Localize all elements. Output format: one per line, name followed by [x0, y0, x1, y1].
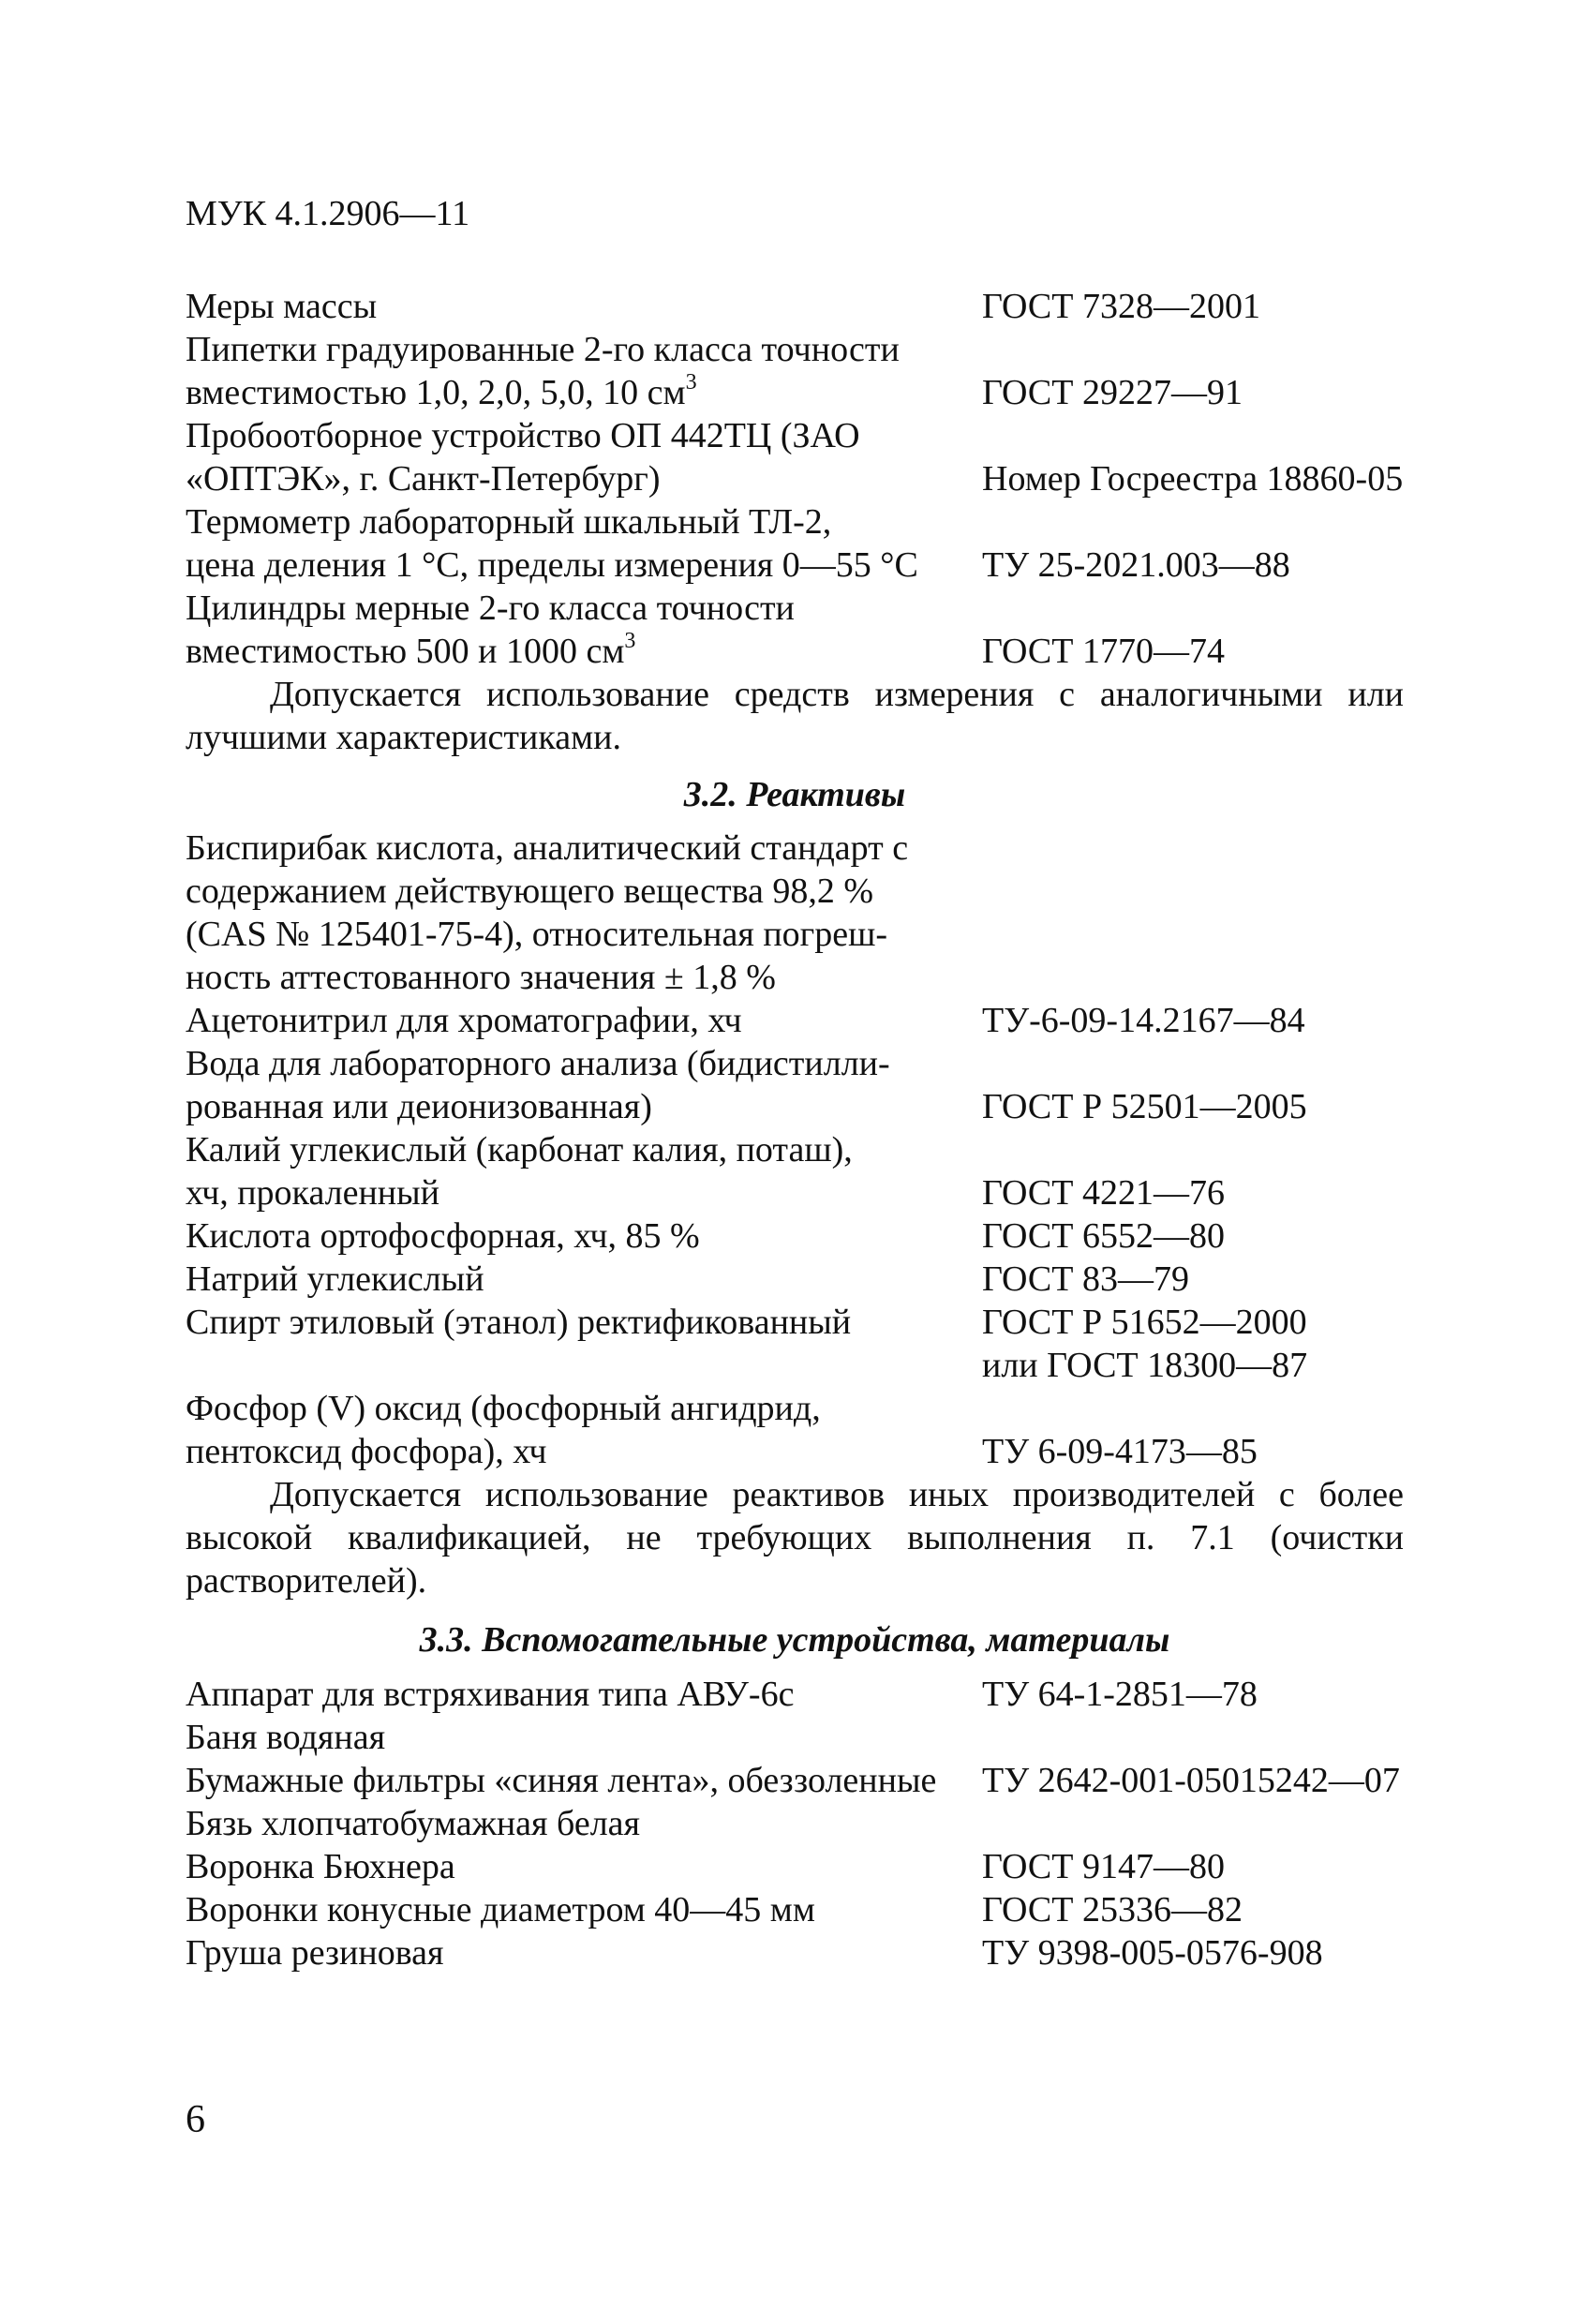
table-row: [186, 1085, 1460, 1128]
table-row: [186, 630, 1460, 673]
aux-list: [186, 1673, 1460, 1974]
table-row: [186, 956, 1460, 999]
item-name: Бязь хлопчатобумажная белая: [186, 1804, 641, 1843]
table-row: [186, 1128, 1460, 1171]
item-name: Груша резиновая: [186, 1933, 444, 1973]
item-standard: ТУ 2642-001-05015242—07: [982, 1761, 1400, 1800]
item-name: (CAS № 125401-75-4), относительная погреш-: [186, 915, 888, 954]
item-name: Фосфор (V) оксид (фосфорный ангидрид,: [186, 1389, 821, 1428]
table-row: [186, 500, 1460, 544]
table-row: [186, 1802, 1460, 1845]
table-row: [186, 1301, 1460, 1344]
item-standard: ГОСТ 7328—2001: [982, 287, 1260, 326]
item-standard: ГОСТ Р 51652—2000: [982, 1303, 1307, 1342]
item-standard: ТУ-6-09-14.2167—84: [982, 1001, 1305, 1040]
table-row: [186, 1845, 1460, 1888]
item-name: Натрий углекислый: [186, 1259, 484, 1299]
instruments-note: Допускается использование средств измерения с аналогичными или лучшими характеристиками.: [186, 675, 1404, 757]
table-row: [186, 1258, 1460, 1301]
item-standard: ГОСТ 1770—74: [982, 632, 1225, 671]
table-row: [186, 544, 1460, 587]
item-standard: ТУ 9398-005-0576-908: [982, 1933, 1323, 1973]
item-name: Воронки конусные диаметром 40—45 мм: [186, 1890, 815, 1929]
item-name: хч, прокаленный: [186, 1173, 440, 1213]
item-name: Пипетки градуированные 2-го класса точности: [186, 330, 900, 369]
item-standard: ГОСТ 4221—76: [982, 1173, 1225, 1213]
item-standard: ТУ 64-1-2851—78: [982, 1675, 1258, 1714]
table-row: [186, 457, 1460, 500]
table-row: [186, 285, 1460, 328]
page-number: 6: [186, 2098, 205, 2141]
item-standard: ГОСТ 29227—91: [982, 373, 1243, 412]
item-standard: ТУ 25-2021.003—88: [982, 545, 1290, 585]
item-name: Пробоотборное устройство ОП 442ТЦ (ЗАО: [186, 416, 860, 455]
table-row: [186, 1042, 1460, 1085]
item-standard: ТУ 6-09-4173—85: [982, 1432, 1258, 1471]
item-name: Спирт этиловый (этанол) ректификованный: [186, 1303, 852, 1342]
table-row: [186, 1888, 1460, 1931]
item-name: Меры массы: [186, 287, 378, 326]
item-name: вместимостью 500 и 1000 $см^3$: [186, 629, 636, 671]
item-name: Аппарат для встряхивания типа АВУ-6с: [186, 1675, 795, 1714]
reagents-note: Допускается использование реактивов иных производителей с более высокой квалификацией, не требующих выполнения п. 7.1 (очистки растворителей).: [186, 1475, 1404, 1601]
instruments-list: [186, 285, 1460, 673]
item-name: цена деления 1 °С, пределы измерения 0—55 °С: [186, 545, 918, 585]
table-row: [186, 1344, 1460, 1387]
item-standard: ГОСТ 6552—80: [982, 1216, 1225, 1256]
item-standard: ГОСТ 25336—82: [982, 1890, 1243, 1929]
item-name: рованная или деионизованная): [186, 1087, 652, 1126]
item-name: Калий углекислый (карбонат калия, поташ),: [186, 1130, 853, 1169]
reagents-list: [186, 827, 1460, 1473]
superscript: 3: [685, 370, 697, 395]
table-row: [186, 1430, 1460, 1473]
item-standard: ГОСТ Р 52501—2005: [982, 1087, 1307, 1126]
table-row: [186, 1387, 1460, 1430]
table-row: [186, 328, 1460, 371]
item-standard: или ГОСТ 18300—87: [982, 1346, 1308, 1385]
item-name: Вода для лабораторного анализа (бидистилли-: [186, 1044, 890, 1083]
section-title-reagents: 3.2. Реактивы: [683, 775, 906, 814]
table-row: [186, 1673, 1460, 1716]
table-row: [186, 913, 1460, 956]
item-standard: ГОСТ 83—79: [982, 1259, 1189, 1299]
table-row: [186, 1171, 1460, 1214]
table-row: [186, 1931, 1460, 1974]
table-row: [186, 587, 1460, 630]
table-row: [186, 1759, 1460, 1802]
item-name: Термометр лабораторный шкальный ТЛ-2,: [186, 502, 832, 542]
item-name: Бумажные фильтры «синяя лента», обеззоленные: [186, 1761, 937, 1800]
table-row: [186, 371, 1460, 414]
item-name: Воронка Бюхнера: [186, 1847, 455, 1886]
section-title-aux: 3.3. Вспомогательные устройства, материалы: [419, 1620, 1170, 1660]
table-row: [186, 1716, 1460, 1759]
table-row: [186, 414, 1460, 457]
table-row: [186, 1214, 1460, 1258]
table-row: [186, 827, 1460, 870]
table-row: [186, 999, 1460, 1042]
item-standard: Номер Госреестра 18860-05: [982, 459, 1404, 499]
document-code-header: МУК 4.1.2906—11: [186, 194, 470, 233]
superscript: 3: [624, 629, 636, 653]
item-name: Цилиндры мерные 2-го класса точности: [186, 588, 795, 628]
item-name: содержанием действующего вещества 98,2 %: [186, 872, 874, 911]
item-name: вместимостью 1,0, 2,0, 5,0, 10 $см^3$: [186, 370, 697, 412]
item-standard: ГОСТ 9147—80: [982, 1847, 1225, 1886]
item-name: Биспирибак кислота, аналитический стандарт с: [186, 828, 909, 868]
item-name: Ацетонитрил для хроматографии, хч: [186, 1001, 742, 1040]
item-name: ность аттестованного значения ± 1,8 %: [186, 958, 776, 997]
item-name: «ОПТЭК», г. Санкт-Петербург): [186, 459, 661, 499]
item-name: Кислота ортофосфорная, хч, 85 %: [186, 1216, 700, 1256]
item-name: пентоксид фосфора), хч: [186, 1432, 547, 1471]
item-name: Баня водяная: [186, 1718, 386, 1757]
table-row: [186, 870, 1460, 913]
